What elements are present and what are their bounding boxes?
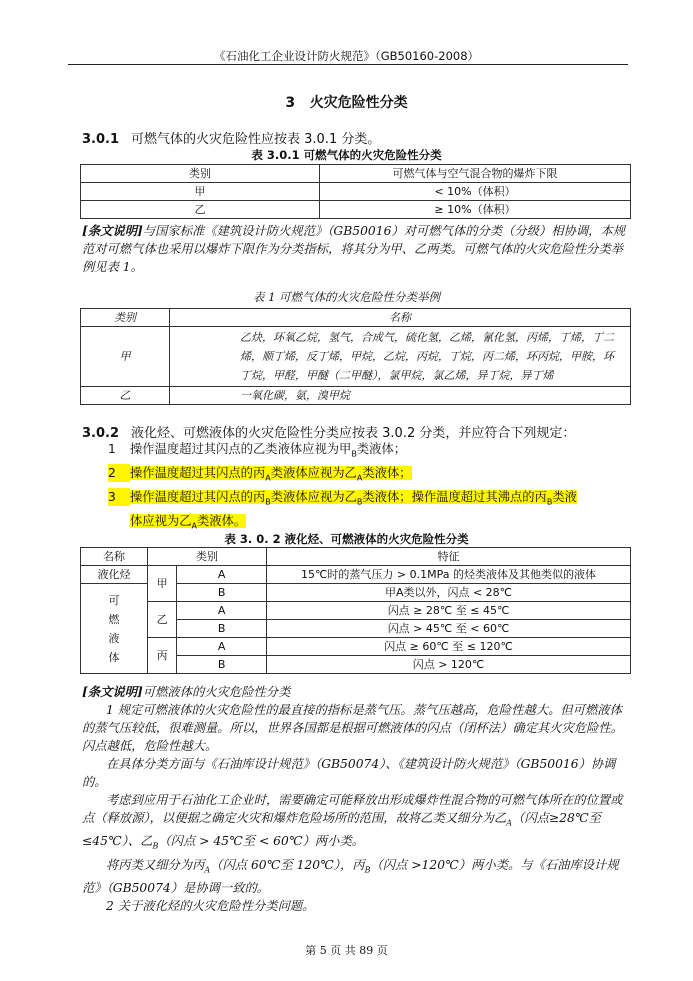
clause-number: 3.0.1: [82, 132, 120, 147]
feature-cell: 闪点 > 45℃ 至 < 60℃: [267, 620, 631, 638]
item-subscript: B: [356, 497, 363, 507]
item-text: 类液: [552, 489, 577, 504]
table-row: [81, 566, 631, 584]
subclass-cell: B: [177, 620, 267, 638]
names-cell: 乙炔，环氧乙烷，氢气，合成气，硫化氢，乙烯，氰化氢，丙烯，丁烯，丁二烯，顺丁烯，反丁烯，甲烷，乙烷，丙烷，丁烷，丙二烯，环丙烷，甲胺，环丁烷，甲醛，甲醚（二甲醚），氯甲烷，氯乙烯，异丁烷，异丁烯: [170, 327, 631, 387]
feature-cell: 15℃时的蒸气压力 > 0.1MPa 的烃类液体及其他类似的液体: [267, 566, 631, 584]
feature-cell: 闪点 > 120℃: [267, 656, 631, 674]
rule-list: [108, 440, 628, 536]
explanation-3-0-1: [82, 222, 632, 276]
table-row: [81, 638, 631, 656]
explanation-heading: [82, 683, 632, 701]
subclass-cell: A: [177, 566, 267, 584]
table-3-0-2-caption: 表 3. 0. 2 液化烃、可燃液体的火灾危险性分类: [224, 532, 469, 546]
header-cell: 名称: [170, 309, 631, 327]
item-text: 类液体应视为乙: [270, 465, 357, 480]
explanation-paragraph: 1 规定可燃液体的火灾危险性的最直接的指标是蒸气压。蒸气压越高，危险性越大。但可燃液体的蒸气压较低，很难测量。所以，世界各国都是根据可燃液体的闪点（闭杯法）确定其火灾危险性。闪点越低，危险性越大。: [82, 703, 624, 753]
item-subscript: B: [265, 497, 271, 507]
item-text: 操作温度超过其闪点的乙类液体应视为甲: [130, 442, 352, 456]
explanation-text: 与国家标准《建筑设计防火规范》（GB50016）对可燃气体的分类（分级）相协调，本规范对可燃气体也采用以爆炸下限作为分类指标，将其分为甲、乙两类。可燃气体的火灾危险性分类举例见表 1。: [82, 224, 626, 274]
subclass-cell: B: [177, 656, 267, 674]
class-cell: 丙: [148, 638, 177, 674]
item-number: 1: [108, 442, 116, 456]
item-number: 3: [108, 488, 130, 507]
table-row: [81, 201, 631, 219]
table-3-0-2: [80, 547, 631, 674]
item-text: 操作温度超过其闪点的丙: [130, 489, 266, 504]
item-subscript: A: [265, 473, 271, 483]
chapter-name: 火灾危险性分类: [309, 95, 408, 111]
item-subscript: A: [356, 473, 363, 483]
explanation-title: 可燃液体的火灾危险性分类: [142, 685, 291, 699]
table-header-row: [81, 165, 631, 183]
table-row: [81, 387, 631, 405]
table-3-0-1-caption: 表 3.0.1 可燃气体的火灾危险性分类: [251, 148, 442, 162]
names-cell: 一氧化碳，氨，溴甲烷: [170, 387, 631, 405]
class-cell: 甲: [81, 327, 170, 387]
item-text: 操作温度超过其闪点的丙: [130, 465, 266, 480]
table-3-0-1: [80, 164, 631, 219]
item-text: 类液体；: [362, 465, 412, 480]
explanation-paragraph: 在具体分类方面与《石油库设计规范》（GB50074）、《建筑设计防火规范》（GB50016）协调的。: [82, 757, 616, 789]
document-header: 《石油化工企业设计防火规范》（GB50160-2008）: [213, 49, 480, 63]
explanation-paragraph: [82, 856, 632, 897]
paragraph-text: （闪点 > 45℃至 < 60℃）两小类。: [158, 834, 365, 849]
explanation-3-0-2: [82, 683, 632, 915]
item-text: 类液体。: [196, 513, 247, 528]
subclass-cell: A: [177, 602, 267, 620]
value-cell: ≥ 10%（体积）: [320, 201, 631, 219]
name-char: 体: [108, 650, 120, 664]
table-header-row: [81, 309, 631, 327]
chapter-number: 3: [285, 95, 296, 111]
item-text: 类液体；操作温度超过其沸点的丙: [362, 489, 547, 504]
header-cell: 类别: [148, 548, 267, 566]
name-char: 液: [108, 631, 120, 645]
name-cell-liquid: [81, 584, 148, 674]
header-cell: 类别: [81, 309, 170, 327]
paragraph-subscript: A: [204, 865, 211, 875]
clause-3-0-2: [82, 422, 575, 441]
table-row: [81, 602, 631, 620]
header-cell: 名称: [81, 548, 148, 566]
subclass-cell: A: [177, 638, 267, 656]
explanation-paragraph: 2 关于液化烃的火灾危险性分类问题。: [106, 899, 315, 914]
paragraph-text: 将丙类又细分为丙: [106, 857, 205, 872]
list-item-highlighted: [108, 488, 628, 512]
class-cell: 乙: [148, 602, 177, 638]
paragraph-text: 考虑到应用于石油化工企业时，需要确定可能释放出形成爆炸性混合物的可燃气体所在的位置或点（释放源），以便据之确定火灾和爆炸危险场所的范围，故将乙类又细分为乙: [82, 793, 623, 825]
header-divider: [68, 64, 628, 65]
table-1-caption: 表 1 可燃气体的火灾危险性分类举例: [252, 290, 441, 304]
feature-cell: 闪点 ≥ 28℃ 至 ≤ 45℃: [267, 602, 631, 620]
explanation-label: [条文说明]: [82, 684, 143, 699]
header-cell: 特征: [267, 548, 631, 566]
item-text: 类液体应视为乙: [270, 489, 357, 504]
explanation-label: [条文说明]: [82, 223, 143, 238]
clause-text: 可燃气体的火灾危险性应按表 3.0.1 分类。: [131, 132, 381, 147]
list-item: [108, 440, 628, 464]
paragraph-subscript: B: [152, 841, 159, 851]
item-text: 类液体；: [356, 442, 407, 456]
class-cell: 甲: [81, 183, 320, 201]
clause-3-0-1: [82, 128, 380, 147]
paragraph-subscript: A: [506, 818, 513, 828]
item-number: 2: [108, 464, 130, 483]
list-item-highlighted: [108, 464, 628, 488]
clause-number: 3.0.2: [82, 426, 120, 441]
header-cell: 可燃气体与空气混合物的爆炸下限: [320, 165, 631, 183]
item-subscript: B: [351, 449, 357, 459]
feature-cell: 闪点 ≥ 60℃ 至 ≤ 120℃: [267, 638, 631, 656]
paragraph-text: （闪点 60℃至 120℃），丙: [210, 857, 365, 872]
class-cell: 甲: [148, 566, 177, 602]
page-footer: 第 5 页 共 89 页: [305, 944, 388, 957]
paragraph-text: （闪点≥28℃至≤45℃）、乙: [82, 811, 601, 849]
chapter-title: [0, 92, 693, 112]
name-cell: 液化烃: [81, 566, 148, 584]
paragraph-subscript: B: [364, 865, 371, 875]
name-char: 燃: [108, 612, 120, 626]
item-text: 体应视为乙: [130, 513, 192, 528]
class-cell: 乙: [81, 201, 320, 219]
table-1: [80, 308, 631, 405]
explanation-paragraph: [82, 791, 632, 856]
class-cell: 乙: [81, 387, 170, 405]
table-row: [81, 183, 631, 201]
header-cell: 类别: [81, 165, 320, 183]
paragraph-text: （闪点 >120℃）两小类。与《石油库设计规范》（GB50074）是协调一致的。: [82, 857, 619, 896]
item-subscript: A: [191, 521, 197, 531]
table-row: [81, 327, 631, 387]
value-cell: < 10%（体积）: [320, 183, 631, 201]
item-subscript: B: [546, 497, 553, 507]
clause-text: 液化烃、可燃液体的火灾危险性分类应按表 3.0.2 分类，并应符合下列规定：: [131, 426, 576, 441]
table-header-row: [81, 548, 631, 566]
subclass-cell: B: [177, 584, 267, 602]
feature-cell: 甲A类以外，闪点 < 28℃: [267, 584, 631, 602]
name-char: 可: [108, 593, 120, 607]
